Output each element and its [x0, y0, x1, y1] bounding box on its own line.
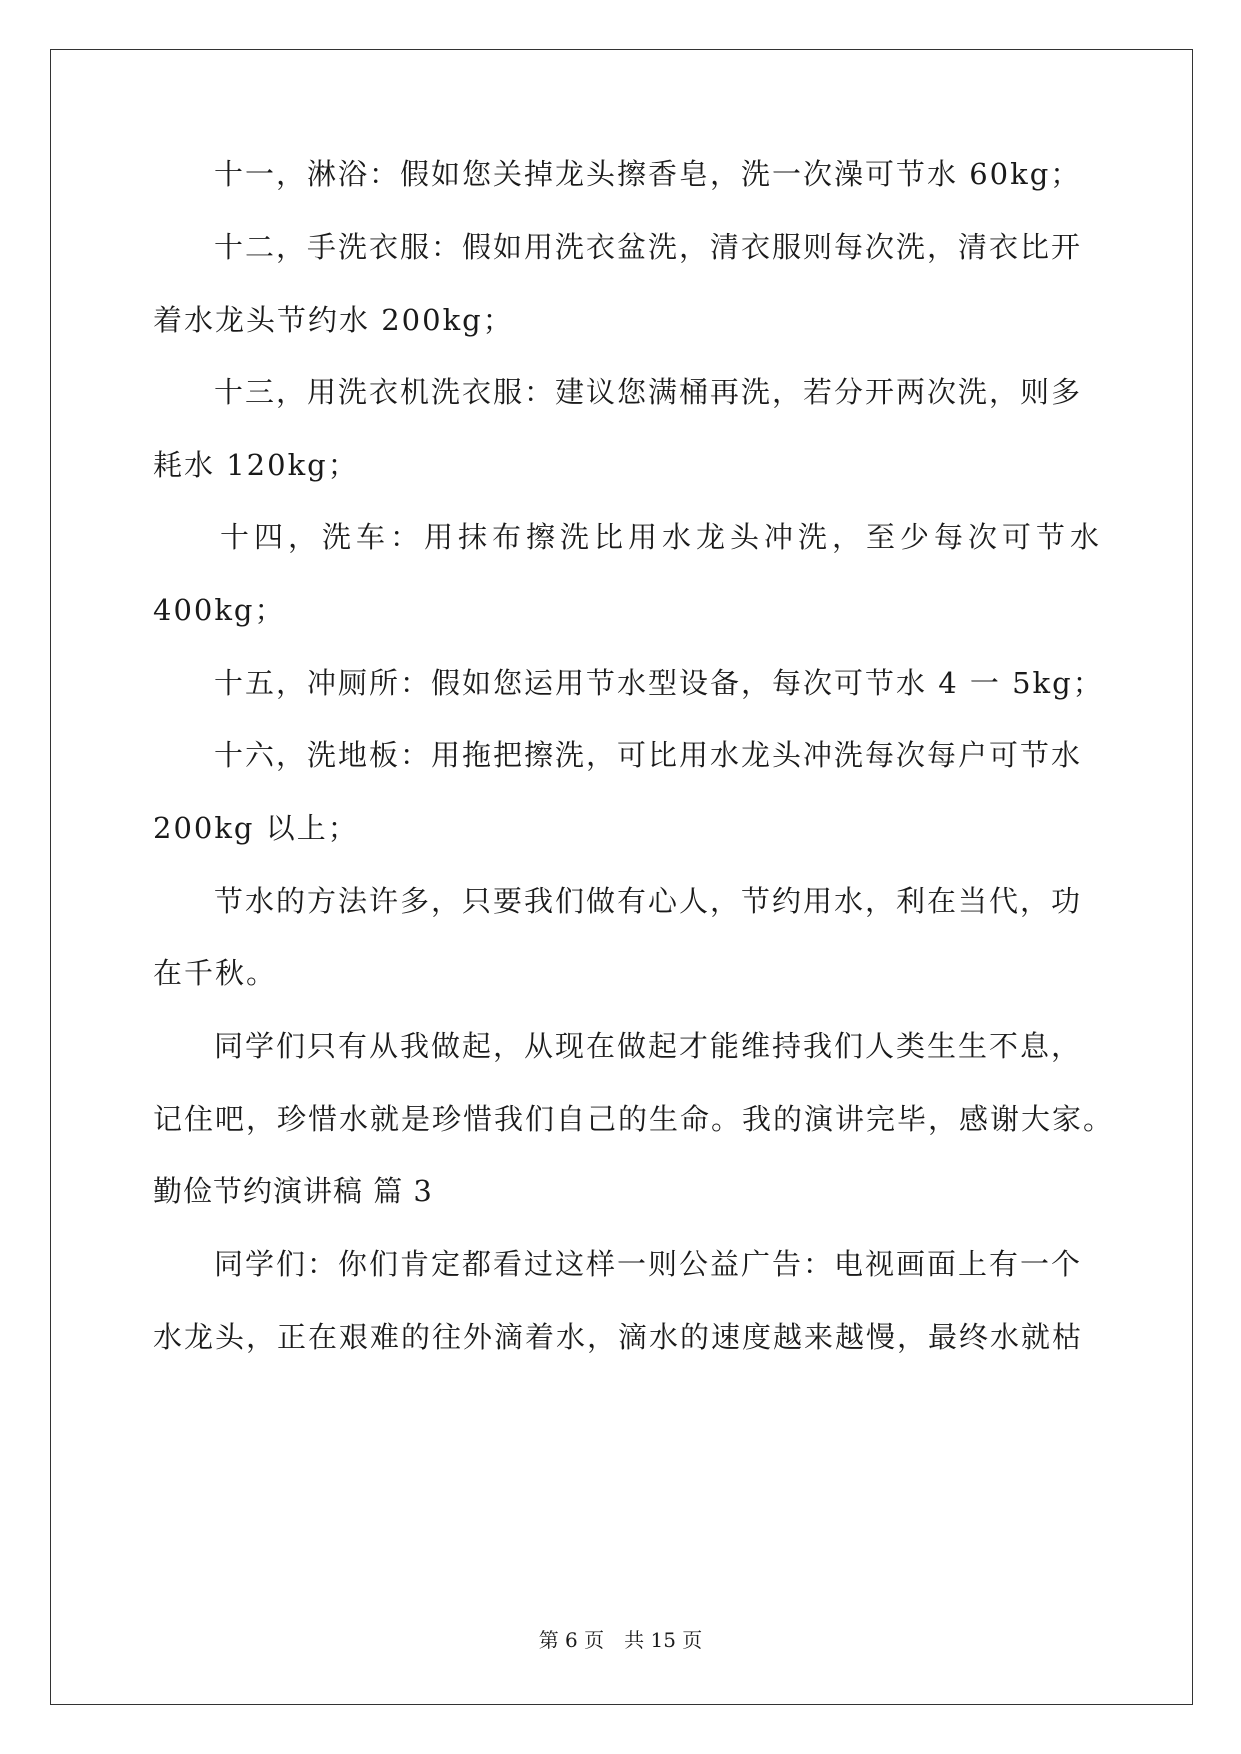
- paragraph-line: 400kg；: [153, 593, 286, 627]
- paragraph-line: 十二，手洗衣服：假如用洗衣盆洗，清衣服则每次洗，清衣比开: [214, 230, 1083, 264]
- paragraph-line: 同学们：你们肯定都看过这样一则公益广告：电视画面上有一个: [214, 1247, 1083, 1281]
- section-heading: 勤俭节约演讲稿 篇 3: [153, 1174, 433, 1208]
- paragraph-line: 节水的方法许多，只要我们做有心人，节约用水，利在当代，功: [214, 884, 1083, 918]
- paragraph-line: 十六，洗地板：用拖把擦洗，可比用水龙头冲洗每次每户可节水: [214, 738, 1083, 772]
- paragraph-line: 水龙头，正在艰难的往外滴着水，滴水的速度越来越慢，最终水就枯: [153, 1320, 1084, 1354]
- paragraph-line: 十五，冲厕所：假如您运用节水型设备，每次可节水 4 一 5kg；: [214, 666, 1104, 700]
- paragraph-line: 记住吧，珍惜水就是珍惜我们自己的生命。我的演讲完毕，感谢大家。: [153, 1102, 1115, 1136]
- page-number-footer: [0, 1627, 1241, 1653]
- page-border: [50, 49, 1193, 1705]
- paragraph-line: 200kg 以上；: [153, 811, 359, 845]
- paragraph-line: 十一，淋浴：假如您关掉龙头擦香皂，洗一次澡可节水 60kg；: [214, 157, 1082, 191]
- paragraph-line: 在千秋。: [153, 956, 278, 990]
- paragraph-line: 着水龙头节约水 200kg；: [153, 303, 514, 337]
- paragraph-line: 十三，用洗衣机洗衣服：建议您满桶再洗，若分开两次洗，则多: [214, 375, 1083, 409]
- paragraph-line: 同学们只有从我做起，从现在做起才能维持我们人类生生不息，: [214, 1029, 1083, 1063]
- page-number-label: 第 6 页 共 15 页: [538, 1628, 703, 1652]
- paragraph-line: 十四，洗车：用抹布擦洗比用水龙头冲洗，至少每次可节水: [220, 520, 1105, 554]
- paragraph-line: 耗水 120kg；: [153, 448, 359, 482]
